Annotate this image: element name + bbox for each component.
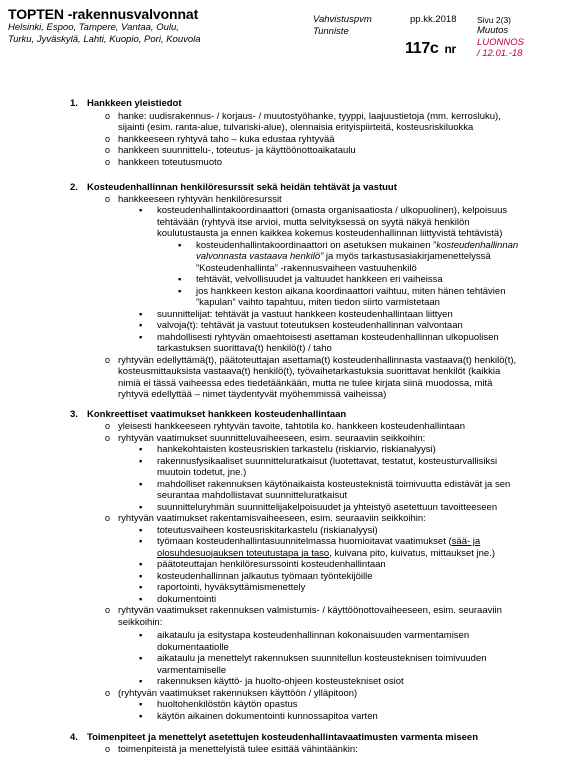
bullet-square: ▪ [139, 699, 143, 710]
bullet-circle: o [105, 687, 111, 698]
bullet-square: ▪ [139, 676, 143, 687]
list-item: nimiä ei tässä vaiheessa edes tiedetäänkään, mutta ne tulee kirjata siinä muodossa, mitä [118, 377, 493, 389]
text-run: kosteudenhallintakoordinaattori on asetuksen mukainen ” [196, 239, 437, 251]
list-item: hankekohtaisten kosteusriskien tarkastelu (riskiarvio, riskianalyysi) [157, 444, 436, 455]
section-title: Hankkeen yleistiedot [87, 98, 182, 109]
bullet-circle: o [105, 156, 111, 167]
bullet-circle: o [105, 110, 111, 121]
bullet-square: ▪ [139, 501, 143, 513]
list-item: tehtävään (ryhtyvä itse arvioi, mutta selvityksessä on syytä näkyä henkilön [157, 216, 470, 228]
list-item: ryhtyvän vaatimukset rakentamisvaiheeseen, esim. seuraaviin seikkoihin: [118, 513, 426, 524]
bullet-square: ▪ [139, 205, 143, 216]
identifier-label: Tunniste [313, 26, 349, 37]
list-item: yleisesti hankkeeseen ryhtyvän tavoite, tahtotila ko. hankkeen kosteudenhallintaan [118, 421, 465, 432]
list-item [157, 548, 495, 560]
list-item: ”Kosteudenhallinta” -rakennusvaiheen vastuuhenkilö [196, 262, 417, 274]
list-item: dokumentointi [157, 593, 217, 605]
list-item: kosteudenhallinnan jalkautus työmaan työntekijöille [157, 570, 373, 582]
list-item: toteutusvaiheen kosteusriskitarkastelu (riskianalyysi) [157, 524, 378, 536]
bullet-circle: o [105, 744, 111, 754]
list-item: raportointi, hyväksyttämismenettely [157, 582, 306, 593]
list-item: ryhtyvä edellyttää – nimet täydentyvät myöhemmissä vaiheissa) [118, 389, 387, 400]
bullet-square: ▪ [139, 593, 143, 605]
list-item: rakennusfysikaaliset suunnitteluratkaisut (luotettavat, testatut, kosteusturvallisiksi [157, 455, 498, 467]
bullet-circle: o [105, 145, 111, 155]
bullet-square: ▪ [139, 455, 143, 467]
bullet-circle: o [105, 421, 111, 431]
list-item: tehtävät, velvollisuudet ja valtuudet hankkeen eri vaiheissa [196, 274, 443, 285]
list-item: kosteusmittauksista vastaava(t) henkilö(t), työvaihetarkastuksia suorittavat henkilöt (kaikkia [118, 366, 501, 377]
text-run: työmaan kosteudenhallintasuunnitelmassa huomioitavat vaatimukset ( [157, 536, 452, 547]
organization-title: TOPTEN -rakennusvalvonnat [8, 6, 199, 22]
list-item [157, 536, 480, 548]
text-run-underlined: olosuhdesuojauksen toteutustapa ja taso [157, 547, 330, 559]
bullet-circle: o [105, 193, 111, 204]
document-number-value: 117c [405, 40, 439, 57]
list-item: seurantaa mahdollistavat suunnitteluratkaisut [157, 490, 348, 501]
confirmation-date-label: Vahvistuspvm [313, 14, 372, 25]
list-item: hankkeeseen ryhtyvä taho – kuka edustaa ryhtyvää [118, 133, 335, 145]
bullet-circle: o [105, 133, 111, 144]
bullet-circle: o [105, 605, 111, 615]
bullet-square: ▪ [139, 320, 143, 331]
date-placeholder: pp.kk.2018 [410, 14, 457, 25]
list-item: muutoin todetut, jne.) [157, 467, 247, 478]
bullet-square: ▪ [139, 524, 143, 536]
list-item: hanke: uudisrakennus- / korjaus- / muutostyöhanke, tyyppi, laajuustietoja (mm. kerrosluku), [118, 110, 501, 122]
list-item: varmentamiselle [157, 664, 227, 676]
text-run-italic: kosteudenhallinnan [436, 239, 519, 251]
list-item: seikkoihin: [118, 616, 163, 628]
bullet-square: ▪ [139, 570, 143, 582]
bullet-circle: o [105, 432, 111, 443]
list-item: suunnitteluryhmän suunnittelijakelpoisuudet ja yhteistyö asetettuun tavoitteeseen [157, 501, 498, 513]
list-item: mahdollisesti ryhtyvän omaehtoisesti asettaman kosteudenhallinnan ulkopuolisen [157, 331, 499, 343]
list-item: mahdolliset rakennuksen käytönaikaista kosteusteknistä toimivuutta edistävät ja sen [157, 478, 511, 490]
bullet-square: ▪ [139, 331, 143, 343]
list-item: (ryhtyvän vaatimukset rakennuksen käyttöön / ylläpitoon) [118, 687, 358, 699]
list-item: ryhtyvän vaatimukset rakennuksen valmistumis- / käyttöönottovaiheeseen, esim. seuraaviin [118, 605, 502, 616]
bullet-square: ▪ [139, 478, 143, 490]
list-item: ”kapulan” vaihto tapahtuu, miten tiedon siirto varmistetaan [196, 297, 440, 308]
bullet-circle: o [105, 354, 111, 365]
list-item: ryhtyvän edellyttämä(t), päätoteuttajan asettama(t) kosteudenhallinnasta vastaava(t) henkilö(t), [118, 354, 517, 366]
list-item: huoltohenkilöstön käytön opastus [157, 699, 298, 710]
document-number [405, 40, 456, 58]
section-title: Toimenpiteet ja menettelyt asetettujen kosteudenhallintavaatimusten varmenta miseen [87, 732, 479, 743]
bullet-square: ▪ [139, 653, 143, 664]
list-item: hankkeeseen ryhtyvän henkilöresurssit [118, 193, 282, 205]
text-run: , kuivana pito, kuivatus, mittaukset jne.) [329, 547, 495, 559]
change-label: Muutos [477, 25, 509, 36]
page-number: Sivu 2(3) [477, 14, 512, 25]
list-item: koulutustausta ja ennen kaikkea kokemus kosteudenhallinnan liittyvistä tehtävistä) [157, 228, 503, 239]
bullet-square: ▪ [139, 536, 143, 547]
list-item: aikataulu ja esitystapa kosteudenhallinnan kokonaisuuden varmentamisen [157, 630, 470, 641]
list-item: toimenpiteistä ja menettelyistä tulee esittää vähintäänkin: [118, 744, 358, 755]
list-item: jos hankkeen keston aikana koordinaattori vaihtuu, miten hänen tehtävien [196, 285, 506, 297]
bullet-square: ▪ [139, 630, 143, 641]
section-number: 2. [70, 182, 78, 193]
document-number-suffix: nr [444, 42, 456, 56]
section-title: Kosteudenhallinnan henkilöresurssit sekä heidän tehtävät ja vastuut [87, 182, 397, 193]
text-run-underlined: sää- ja [451, 536, 481, 547]
section-number: 1. [70, 98, 78, 109]
list-item: rakennuksen käyttö- ja huolto-ohjeen kosteustekniset osiot [157, 676, 404, 687]
list-item: dokumentaatiolle [157, 641, 229, 653]
text-run: ja myös tarkastusasiakirjamenettelyssä [323, 251, 491, 262]
list-item: valvoja(t): tehtävät ja vastuut toteutuksen kosteudenhallinnan valvontaan [157, 320, 463, 331]
list-item: hankkeen suunnittelu-, toteutus- ja käyttöönottoaikataulu [118, 145, 356, 156]
bullet-square: ▪ [139, 710, 143, 722]
bullet-square: ▪ [178, 239, 182, 251]
list-item: käytön aikainen dokumentointi kunnossapitoa varten [157, 710, 378, 722]
list-item: ryhtyvän vaatimukset suunnitteluvaiheeseen, esim. seuraaviin seikkoihin: [118, 432, 426, 444]
bullet-square: ▪ [139, 582, 143, 593]
list-item [196, 251, 491, 263]
text-run-italic: valvonnasta vastaava henkilö” [196, 251, 324, 262]
bullet-square: ▪ [139, 308, 143, 320]
list-item [196, 240, 518, 252]
cities-line-2: Turku, Jyväskylä, Lahti, Kuopio, Pori, Kouvola [8, 33, 201, 45]
list-item: hankkeen toteutusmuoto [118, 156, 223, 168]
list-item: aikataulu ja menettelyt rakennuksen suunnitellun kosteusteknisen toimivuuden [157, 653, 487, 664]
list-item: tarkastuksen suorittava(t) henkilö(t) / taho [157, 343, 332, 354]
list-item: suunnittelijat: tehtävät ja vastuut hankkeen kosteudenhallintaan liittyen [157, 308, 453, 320]
cities-line-1: Helsinki, Espoo, Tampere, Vantaa, Oulu, [8, 22, 179, 33]
list-item: kosteudenhallintakoordinaattori (omasta organisaatiosta / ulkopuolinen), kelpoisuus [157, 205, 508, 216]
list-item: päätoteuttajan henkilöresurssointi kosteudenhallintaan [157, 559, 386, 570]
draft-status: LUONNOS [477, 36, 524, 48]
section-title: Konkreettiset vaatimukset hankkeen kosteudenhallintaan [87, 409, 347, 420]
bullet-square: ▪ [178, 285, 182, 297]
bullet-circle: o [105, 513, 111, 523]
list-item: sijainti (esim. ranta-alue, tulvariski-alue), olennaisia erityispiirteitä, kosteusriskiluokka [118, 122, 474, 133]
section-number: 3. [70, 409, 78, 420]
bullet-square: ▪ [139, 559, 143, 570]
draft-date: / 12.01.-18 [477, 48, 523, 59]
section-number: 4. [70, 732, 78, 743]
bullet-square: ▪ [178, 274, 182, 285]
bullet-square: ▪ [139, 444, 143, 455]
